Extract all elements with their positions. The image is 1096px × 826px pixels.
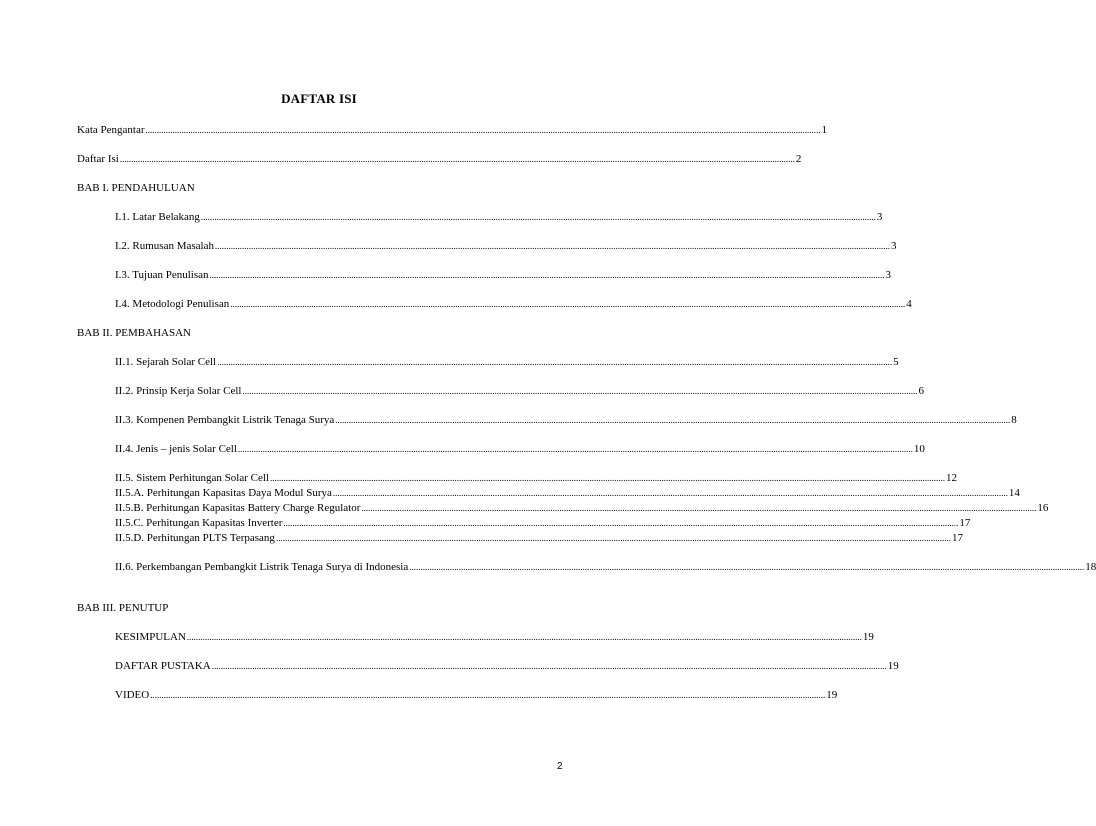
leader-dots: ............................................................................................................................................................................................................................................................................................................: [332, 488, 1008, 498]
leader-dots: ............................................................................................................................................................................................................................................................................................................: [186, 632, 862, 642]
toc-entry-label: KESIMPULAN: [115, 631, 186, 643]
toc-entry-label: II.5. Sistem Perhitungan Solar Cell: [115, 472, 269, 484]
toc-entry: [115, 298, 912, 310]
toc-entry-page: 3: [876, 211, 883, 223]
toc-entry-page: 8: [1011, 414, 1017, 426]
leader-dots: ............................................................................................................................................................................................................................................................................................................: [145, 125, 821, 135]
toc-entry-page: 10: [913, 443, 925, 455]
toc-entry-label: II.2. Prinsip Kerja Solar Cell: [115, 385, 242, 397]
leader-dots: ............................................................................................................................................................................................................................................................................................................: [275, 533, 951, 543]
toc-entry-page: 17: [959, 517, 971, 529]
toc-entry-page: 3: [890, 240, 897, 252]
toc-entry-page: 4: [906, 298, 912, 310]
toc-entry-page: 5: [893, 356, 899, 368]
leader-dots: ............................................................................................................................................................................................................................................................................................................: [119, 154, 795, 164]
toc-entry: [115, 517, 971, 529]
toc-entry: [115, 385, 924, 397]
toc-entry: [115, 561, 1096, 573]
toc-entry-label: II.5.B. Perhitungan Kapasitas Battery Charge Regulator: [115, 502, 361, 514]
toc-entry-label: II.3. Kompenen Pembangkit Listrik Tenaga Surya: [115, 414, 335, 426]
toc-entry-label: VIDEO: [115, 689, 150, 701]
toc-entry-page: 14: [1008, 487, 1020, 499]
toc-entry-label: II.4. Jenis – jenis Solar Cell: [115, 443, 237, 455]
leader-dots: ............................................................................................................................................................................................................................................................................................................: [283, 518, 959, 528]
toc-entry: [77, 124, 827, 136]
chapter-heading: BAB II. PEMBAHASAN: [77, 327, 191, 339]
leader-dots: ............................................................................................................................................................................................................................................................................................................: [237, 444, 913, 454]
toc-entry: [115, 660, 899, 672]
toc-entry: [77, 153, 802, 165]
toc-entry-page: 18: [1085, 561, 1096, 573]
toc-entry-label: DAFTAR PUSTAKA: [115, 660, 211, 672]
toc-entry-label: II.5.C. Perhitungan Kapasitas Inverter: [115, 517, 283, 529]
leader-dots: ............................................................................................................................................................................................................................................................................................................: [200, 212, 876, 222]
toc-entry-page: 19: [862, 631, 874, 643]
toc-entry-page: 12: [945, 472, 957, 484]
leader-dots: ............................................................................................................................................................................................................................................................................................................: [335, 415, 1011, 425]
toc-entry-page: 6: [918, 385, 924, 397]
toc-entry: [115, 532, 963, 544]
leader-dots: ............................................................................................................................................................................................................................................................................................................: [209, 270, 885, 280]
leader-dots: ............................................................................................................................................................................................................................................................................................................: [150, 690, 826, 700]
page-title: DAFTAR ISI: [281, 91, 357, 106]
toc-entry-label: II.6. Perkembangan Pembangkit Listrik Tenaga Surya di Indonesia: [115, 561, 409, 573]
chapter-heading: BAB III. PENUTUP: [77, 602, 169, 614]
toc-entry-label: II.5.D. Perhitungan PLTS Terpasang: [115, 532, 275, 544]
leader-dots: ............................................................................................................................................................................................................................................................................................................: [211, 661, 887, 671]
toc-entry: [115, 472, 957, 484]
toc-entry: [115, 487, 1020, 499]
leader-dots: ............................................................................................................................................................................................................................................................................................................: [230, 299, 906, 309]
toc-entry: [115, 356, 899, 368]
leader-dots: ............................................................................................................................................................................................................................................................................................................: [214, 241, 890, 251]
toc-entry-label: II.1. Sejarah Solar Cell: [115, 356, 217, 368]
leader-dots: ............................................................................................................................................................................................................................................................................................................: [409, 562, 1085, 572]
toc-entry: [115, 240, 897, 252]
toc-entry: [115, 269, 892, 281]
toc-entry-page: 1: [821, 124, 827, 136]
chapter-heading: BAB I. PENDAHULUAN: [77, 182, 195, 194]
leader-dots: ............................................................................................................................................................................................................................................................................................................: [361, 503, 1037, 513]
leader-dots: ............................................................................................................................................................................................................................................................................................................: [269, 473, 945, 483]
page-number: 2: [557, 761, 563, 772]
toc-entry-label: I.1. Latar Belakang: [115, 211, 200, 223]
toc-entry: [115, 689, 838, 701]
toc-entry-label: I.4. Metodologi Penulisan: [115, 298, 230, 310]
toc-entry-page: 19: [826, 689, 838, 701]
toc-entry: [115, 414, 1017, 426]
toc-entry-label: Kata Pengantar: [77, 124, 145, 136]
toc-entry-page: 3: [885, 269, 892, 281]
toc-entry: [115, 502, 1049, 514]
leader-dots: ............................................................................................................................................................................................................................................................................................................: [242, 386, 918, 396]
toc-entry-page: 19: [887, 660, 899, 672]
toc-entry: [115, 211, 883, 223]
toc-entry: [115, 443, 925, 455]
leader-dots: ............................................................................................................................................................................................................................................................................................................: [217, 357, 893, 367]
toc-entry-label: Daftar Isi: [77, 153, 119, 165]
toc-entry-label: I.2. Rumusan Masalah: [115, 240, 214, 252]
toc-entry-page: 16: [1037, 502, 1049, 514]
toc-entry-page: 17: [951, 532, 963, 544]
toc-entry-page: 2: [795, 153, 802, 165]
toc-entry-label: I.3. Tujuan Penulisan: [115, 269, 209, 281]
toc-entry-label: II.5.A. Perhitungan Kapasitas Daya Modul Surya: [115, 487, 332, 499]
toc-entry: [115, 631, 874, 643]
